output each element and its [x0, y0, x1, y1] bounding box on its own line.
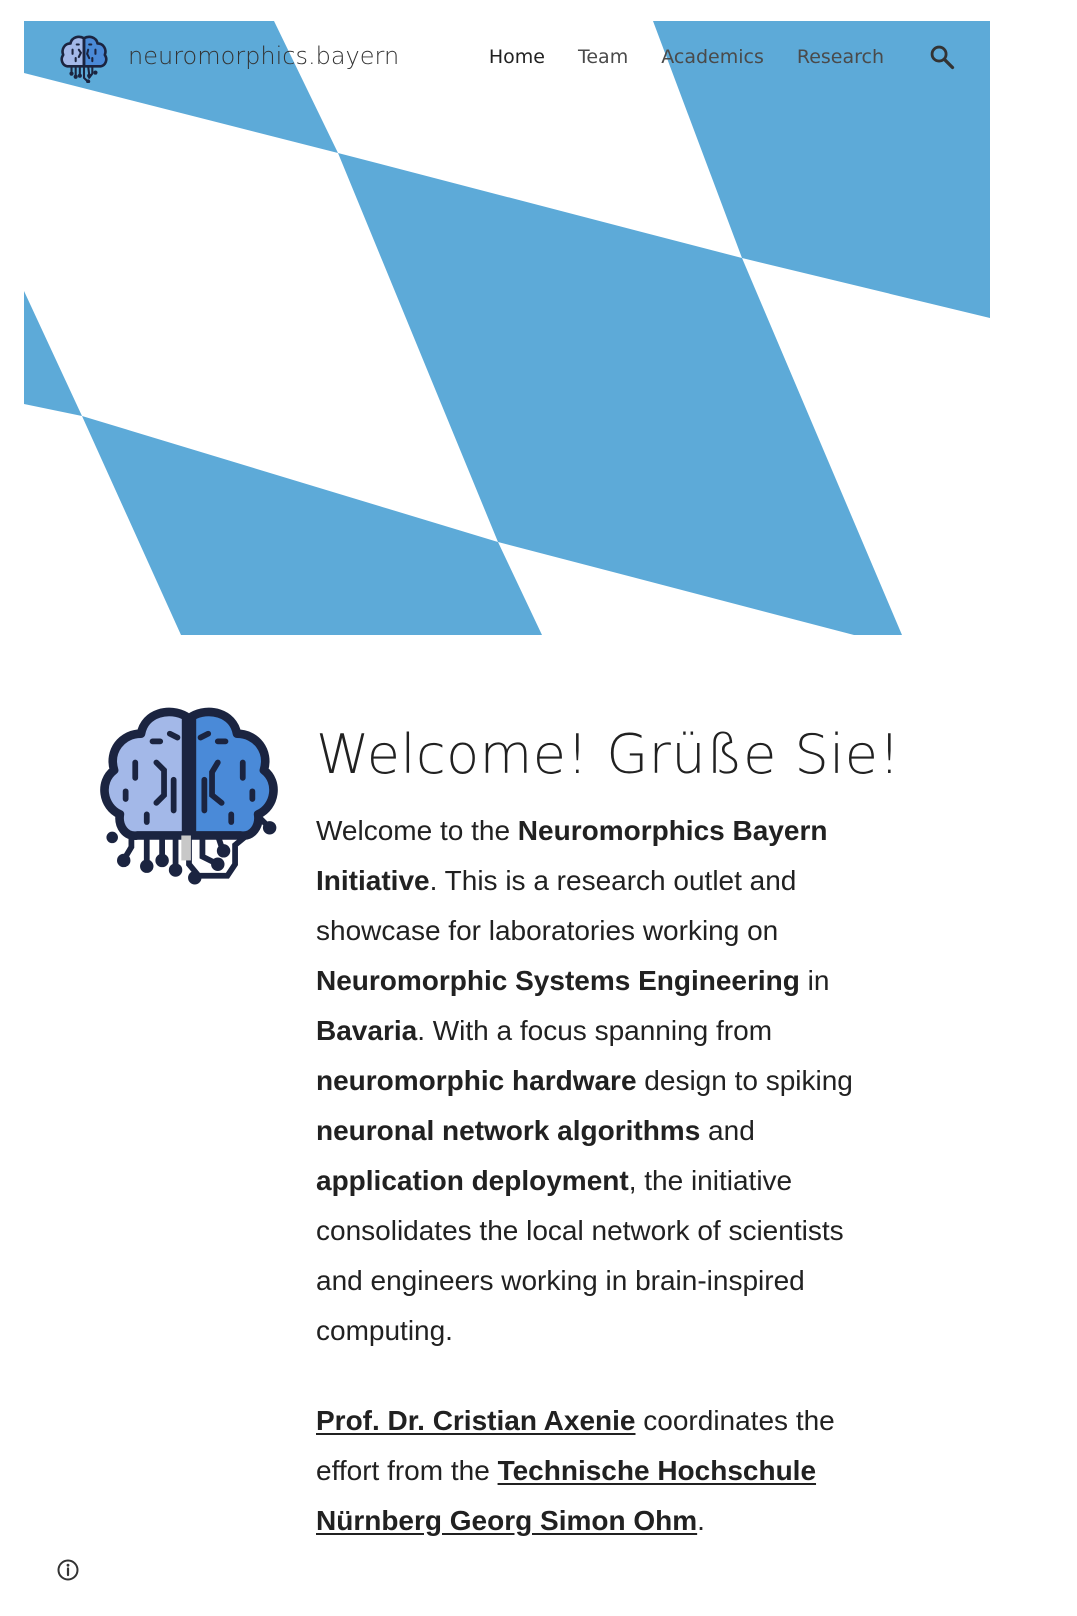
nav-academics[interactable]: Academics [661, 46, 764, 68]
welcome-section [316, 720, 901, 1546]
nav-team[interactable]: Team [577, 46, 629, 68]
nav-research[interactable]: Research [796, 46, 884, 68]
focus-deployment: application deployment [316, 1165, 629, 1196]
coordinator-link[interactable]: Prof. Dr. Cristian Axenie [316, 1405, 636, 1436]
university-link[interactable]: Technische Hochschule Nürnberg Georg Simon Ohm [316, 1455, 817, 1536]
header-banner [24, 21, 990, 635]
brain-circuit-icon [93, 703, 285, 895]
intro-text: . With a focus spanning from [417, 1015, 773, 1046]
region-name: Bavaria [316, 1015, 418, 1046]
contact-text: . [697, 1505, 705, 1536]
focus-hardware: neuromorphic hardware [316, 1065, 637, 1096]
intro-text: . This is a research outlet and showcase for laboratories working on [316, 865, 797, 946]
focus-algorithms: neuronal network algorithms [316, 1115, 701, 1146]
welcome-heading: Welcome! Grüße Sie! [316, 723, 901, 786]
banner-pattern [24, 21, 990, 635]
field-name: Neuromorphic Systems Engineering [316, 965, 800, 996]
intro-text: and [700, 1115, 755, 1146]
main-navigation [489, 21, 884, 93]
site-header [24, 21, 990, 93]
search-icon[interactable] [928, 43, 956, 71]
site-logo-icon[interactable] [58, 31, 110, 83]
intro-text: Welcome to the [316, 815, 518, 846]
intro-text: , the initiative consolidates the local network of scientists and engineers working in brain-inspired computing. [316, 1165, 844, 1346]
info-icon[interactable] [56, 1558, 80, 1582]
intro-text: in [799, 965, 830, 996]
initiative-name: Neuromorphics Bayern Initiative [316, 815, 828, 896]
intro-paragraph [316, 806, 896, 1356]
nav-home[interactable]: Home [488, 46, 545, 68]
contact-text: coordinates the effort from the [316, 1405, 835, 1486]
contact-paragraph [316, 1396, 896, 1546]
site-title[interactable]: neuromorphics.bayern [128, 42, 400, 70]
intro-text: design to spiking [636, 1065, 853, 1096]
